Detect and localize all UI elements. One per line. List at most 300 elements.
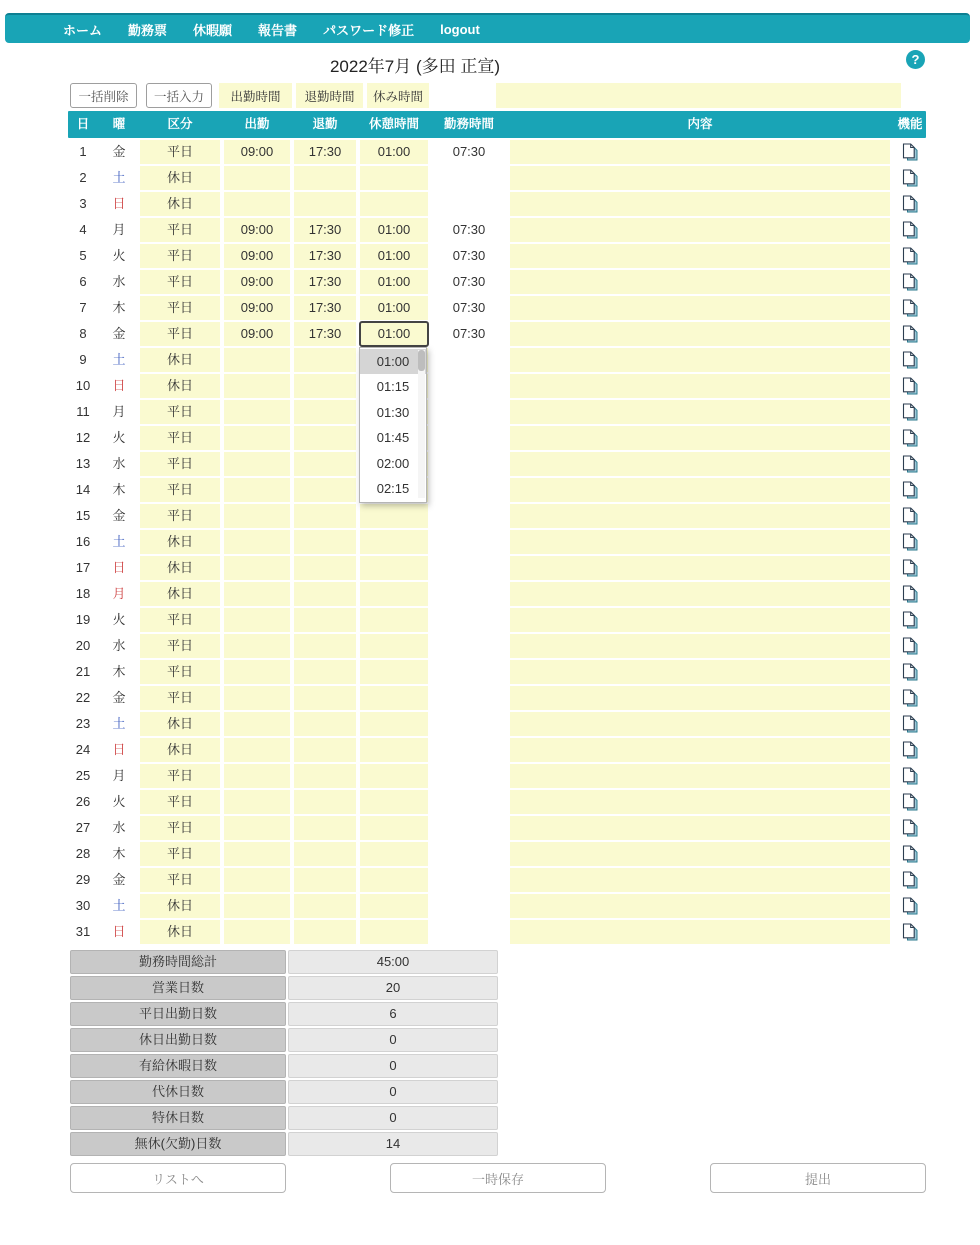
kubun-cell[interactable]: 平日 <box>140 608 220 632</box>
kubun-cell[interactable]: 平日 <box>140 426 220 450</box>
work-time-cell <box>432 166 506 190</box>
nav-item[interactable]: logout <box>440 21 480 37</box>
end-time-cell[interactable] <box>294 504 356 528</box>
content-cell[interactable] <box>510 296 890 320</box>
copy-icon[interactable] <box>902 741 918 760</box>
break-time-cell[interactable] <box>360 764 428 788</box>
content-cell[interactable] <box>510 504 890 528</box>
end-time-cell[interactable] <box>294 790 356 814</box>
toolbar <box>70 83 980 108</box>
start-time-cell[interactable] <box>224 452 290 476</box>
work-time-cell <box>432 712 506 736</box>
work-time-cell: 07:30 <box>452 144 486 159</box>
kubun-cell[interactable]: 平日 <box>140 764 220 788</box>
start-time-cell[interactable]: 09:00 <box>224 244 290 268</box>
table-row <box>68 400 926 424</box>
function-cell[interactable] <box>894 660 926 684</box>
end-time-cell[interactable] <box>294 192 356 216</box>
summary-value: 6 <box>288 1002 498 1026</box>
start-time-cell[interactable]: 09:00 <box>224 270 290 294</box>
day-cell: 4 <box>79 222 87 237</box>
kubun-cell[interactable]: 平日 <box>140 452 220 476</box>
copy-icon[interactable] <box>902 845 918 864</box>
break-time-cell[interactable] <box>360 140 428 164</box>
kubun-cell[interactable]: 平日 <box>140 842 220 866</box>
kubun-cell[interactable]: 平日 <box>140 816 220 840</box>
kubun-cell[interactable]: 平日 <box>140 634 220 658</box>
content-cell[interactable] <box>510 894 890 918</box>
kubun-cell[interactable]: 休日 <box>140 556 220 580</box>
content-cell[interactable] <box>510 634 890 658</box>
break-time-cell[interactable] <box>360 608 428 632</box>
nav-item[interactable]: 勤務票 <box>128 22 168 38</box>
summary-table <box>70 950 498 1156</box>
copy-icon[interactable] <box>902 247 918 266</box>
copy-icon[interactable] <box>902 195 918 214</box>
start-time-cell[interactable] <box>224 348 290 372</box>
start-time-cell[interactable] <box>224 634 290 658</box>
day-cell: 16 <box>75 534 91 549</box>
content-cell[interactable] <box>510 582 890 606</box>
work-time-cell <box>432 582 506 606</box>
weekday-cell: 金 <box>112 326 126 341</box>
function-cell[interactable] <box>894 608 926 632</box>
function-cell[interactable] <box>894 868 926 892</box>
function-cell[interactable] <box>894 686 926 710</box>
end-time-cell[interactable] <box>294 920 356 944</box>
dropdown-scrollbar-thumb[interactable] <box>418 350 425 371</box>
summary-label: 営業日数 <box>70 976 286 1000</box>
nav-item[interactable]: パスワード修正 <box>323 22 415 38</box>
function-cell[interactable] <box>894 322 926 346</box>
content-cell[interactable] <box>510 790 890 814</box>
table-row <box>68 504 926 528</box>
content-cell[interactable] <box>510 218 890 242</box>
start-time-cell[interactable] <box>224 738 290 762</box>
start-time-cell[interactable] <box>224 192 290 216</box>
dropdown-option[interactable]: 01:45 <box>376 430 410 446</box>
break-time-cell[interactable] <box>360 894 428 918</box>
weekday-cell: 金 <box>112 144 126 159</box>
kubun-cell[interactable]: 平日 <box>140 400 220 424</box>
copy-icon[interactable] <box>902 637 918 656</box>
end-time-cell[interactable] <box>294 842 356 866</box>
end-time-cell[interactable]: 17:30 <box>294 244 356 268</box>
end-time-cell[interactable] <box>294 660 356 684</box>
content-cell[interactable] <box>510 426 890 450</box>
end-time-cell[interactable] <box>294 530 356 554</box>
end-time-cell[interactable]: 17:30 <box>294 270 356 294</box>
copy-icon[interactable] <box>902 767 918 786</box>
kubun-cell[interactable]: 休日 <box>140 530 220 554</box>
copy-icon[interactable] <box>902 507 918 526</box>
copy-icon[interactable] <box>902 715 918 734</box>
content-cell[interactable] <box>510 738 890 762</box>
copy-icon[interactable] <box>902 377 918 396</box>
function-cell[interactable] <box>894 920 926 944</box>
start-time-cell[interactable] <box>224 790 290 814</box>
content-cell[interactable] <box>510 244 890 268</box>
content-cell[interactable] <box>510 478 890 502</box>
copy-icon[interactable] <box>902 351 918 370</box>
kubun-cell[interactable]: 休日 <box>140 920 220 944</box>
copy-icon[interactable] <box>902 169 918 188</box>
column-header: 退勤 <box>312 117 338 131</box>
start-time-cell[interactable]: 09:00 <box>224 296 290 320</box>
end-time-cell[interactable] <box>294 712 356 736</box>
break-time-cell[interactable] <box>360 556 428 580</box>
table-row <box>68 868 926 892</box>
content-cell[interactable] <box>510 452 890 476</box>
end-time-cell[interactable] <box>294 894 356 918</box>
function-cell[interactable] <box>894 452 926 476</box>
content-cell[interactable] <box>510 530 890 554</box>
content-cell[interactable] <box>510 400 890 424</box>
end-time-cell[interactable] <box>294 738 356 762</box>
copy-icon[interactable] <box>902 481 918 500</box>
content-cell[interactable] <box>510 348 890 372</box>
break-time-select[interactable]: 01:00 <box>359 321 429 347</box>
weekday-cell: 火 <box>112 430 126 445</box>
kubun-cell[interactable]: 休日 <box>140 712 220 736</box>
summary-label: 無休(欠勤)日数 <box>70 1132 286 1156</box>
break-time-cell[interactable] <box>360 686 428 710</box>
weekday-cell: 月 <box>112 768 126 783</box>
bulk-content-input[interactable] <box>496 83 901 108</box>
function-cell[interactable] <box>894 894 926 918</box>
start-time-cell[interactable] <box>224 556 290 580</box>
content-cell[interactable] <box>510 556 890 580</box>
work-time-cell <box>432 738 506 762</box>
table-row <box>68 712 926 736</box>
start-time-cell[interactable] <box>224 426 290 450</box>
table-header <box>68 111 926 138</box>
function-cell[interactable] <box>894 296 926 320</box>
work-time-cell <box>432 374 506 398</box>
weekday-cell: 日 <box>112 196 126 211</box>
break-time-cell[interactable] <box>360 166 428 190</box>
end-time-cell[interactable] <box>294 868 356 892</box>
break-time-cell[interactable] <box>360 530 428 554</box>
kubun-cell[interactable]: 休日 <box>140 582 220 606</box>
break-time-cell[interactable] <box>360 192 428 216</box>
kubun-cell[interactable]: 平日 <box>140 218 220 242</box>
function-cell[interactable] <box>894 842 926 866</box>
start-time-cell[interactable] <box>224 608 290 632</box>
function-cell[interactable] <box>894 244 926 268</box>
function-cell[interactable] <box>894 556 926 580</box>
work-time-cell <box>432 686 506 710</box>
copy-icon[interactable] <box>902 559 918 578</box>
start-time-cell[interactable]: 09:00 <box>224 218 290 242</box>
function-cell[interactable] <box>894 530 926 554</box>
bulk-start-time-select[interactable]: 出勤時間 <box>219 83 292 108</box>
content-cell[interactable] <box>510 374 890 398</box>
bulk-delete-button[interactable]: 一括削除 <box>70 83 137 108</box>
bulk-end-time-select[interactable]: 退勤時間 <box>296 83 363 108</box>
function-cell[interactable] <box>894 790 926 814</box>
dropdown-scrollbar[interactable] <box>418 350 425 498</box>
summary-value: 14 <box>288 1132 498 1156</box>
table-row <box>68 790 926 814</box>
dropdown-option[interactable]: 02:00 <box>376 455 410 471</box>
title-row <box>0 52 980 78</box>
copy-icon[interactable] <box>902 221 918 240</box>
kubun-cell[interactable]: 休日 <box>140 738 220 762</box>
bulk-break-time-select[interactable]: 休み時間 <box>367 83 429 108</box>
start-time-cell[interactable] <box>224 894 290 918</box>
dropdown-option[interactable]: 01:00 <box>360 349 426 374</box>
summary-value: 0 <box>288 1054 498 1078</box>
day-cell: 3 <box>79 196 87 211</box>
break-time-cell[interactable] <box>360 634 428 658</box>
start-time-cell[interactable] <box>224 868 290 892</box>
break-time-cell[interactable] <box>360 270 428 294</box>
content-cell[interactable] <box>510 192 890 216</box>
end-time-cell[interactable] <box>294 634 356 658</box>
start-time-cell[interactable] <box>224 764 290 788</box>
end-time-cell[interactable] <box>294 686 356 710</box>
table-row <box>68 764 926 788</box>
kubun-cell[interactable]: 平日 <box>140 868 220 892</box>
copy-icon[interactable] <box>902 663 918 682</box>
copy-icon[interactable] <box>902 533 918 552</box>
day-cell: 21 <box>75 664 91 679</box>
content-cell[interactable] <box>510 868 890 892</box>
summary-label: 代休日数 <box>70 1080 286 1104</box>
submit-button[interactable]: 提出 <box>710 1163 926 1193</box>
kubun-cell[interactable]: 平日 <box>140 686 220 710</box>
work-time-cell <box>432 400 506 424</box>
temp-save-button[interactable]: 一時保存 <box>390 1163 606 1193</box>
copy-icon[interactable] <box>902 819 918 838</box>
copy-icon[interactable] <box>902 455 918 474</box>
column-header: 休憩時間 <box>368 117 419 131</box>
break-time-cell[interactable] <box>360 218 428 242</box>
content-cell[interactable] <box>510 816 890 840</box>
work-time-cell <box>432 556 506 580</box>
copy-icon[interactable] <box>902 143 918 162</box>
copy-icon[interactable] <box>902 429 918 448</box>
work-time-cell <box>432 192 506 216</box>
copy-icon[interactable] <box>902 611 918 630</box>
break-time-cell[interactable] <box>360 842 428 866</box>
end-time-cell[interactable] <box>294 400 356 424</box>
break-time-cell[interactable] <box>360 244 428 268</box>
timesheet-table <box>68 111 926 944</box>
kubun-cell[interactable]: 休日 <box>140 166 220 190</box>
function-cell[interactable] <box>894 764 926 788</box>
start-time-cell[interactable] <box>224 842 290 866</box>
summary-label: 特休日数 <box>70 1106 286 1130</box>
content-cell[interactable] <box>510 686 890 710</box>
end-time-cell[interactable] <box>294 166 356 190</box>
break-time-cell[interactable] <box>360 582 428 606</box>
weekday-cell: 木 <box>112 300 126 315</box>
weekday-cell: 金 <box>112 690 126 705</box>
dropdown-option[interactable]: 01:30 <box>376 404 410 420</box>
function-cell[interactable] <box>894 478 926 502</box>
content-cell[interactable] <box>510 660 890 684</box>
start-time-cell[interactable] <box>224 530 290 554</box>
start-time-cell[interactable] <box>224 686 290 710</box>
end-time-cell[interactable]: 17:30 <box>294 296 356 320</box>
dropdown-option[interactable]: 02:15 <box>376 480 410 496</box>
content-cell[interactable] <box>510 166 890 190</box>
kubun-cell[interactable]: 平日 <box>140 296 220 320</box>
copy-icon[interactable] <box>902 871 918 890</box>
summary-row <box>70 1132 498 1156</box>
function-cell[interactable] <box>894 582 926 606</box>
content-cell[interactable] <box>510 608 890 632</box>
content-cell[interactable] <box>510 140 890 164</box>
start-time-cell[interactable]: 09:00 <box>224 140 290 164</box>
weekday-cell: 木 <box>112 846 126 861</box>
copy-icon[interactable] <box>902 325 918 344</box>
work-time-cell: 07:30 <box>452 222 486 237</box>
break-time-cell[interactable] <box>360 712 428 736</box>
function-cell[interactable] <box>894 400 926 424</box>
copy-icon[interactable] <box>902 273 918 292</box>
work-time-cell: 07:30 <box>452 248 486 263</box>
weekday-cell: 月 <box>112 404 126 419</box>
start-time-cell[interactable] <box>224 816 290 840</box>
break-time-cell[interactable] <box>360 504 428 528</box>
start-time-cell[interactable] <box>224 166 290 190</box>
content-cell[interactable] <box>510 270 890 294</box>
kubun-cell[interactable]: 平日 <box>140 322 220 346</box>
start-time-cell[interactable] <box>224 582 290 606</box>
break-time-cell[interactable] <box>360 920 428 944</box>
start-time-cell[interactable] <box>224 478 290 502</box>
start-time-cell[interactable]: 09:00 <box>224 322 290 346</box>
table-row <box>68 738 926 762</box>
break-time-cell[interactable] <box>360 296 428 320</box>
end-time-cell[interactable] <box>294 374 356 398</box>
break-time-cell[interactable] <box>360 868 428 892</box>
weekday-cell: 土 <box>112 534 126 549</box>
end-time-cell[interactable] <box>294 556 356 580</box>
break-time-cell[interactable] <box>360 790 428 814</box>
break-time-value: 01:00 <box>377 300 411 315</box>
end-time-cell[interactable] <box>294 348 356 372</box>
kubun-cell[interactable]: 平日 <box>140 140 220 164</box>
day-cell: 11 <box>76 404 90 419</box>
table-row <box>68 556 926 580</box>
copy-icon[interactable] <box>902 897 918 916</box>
function-cell[interactable] <box>894 816 926 840</box>
start-time-cell[interactable] <box>224 712 290 736</box>
work-time-cell <box>432 894 506 918</box>
kubun-cell[interactable]: 休日 <box>140 192 220 216</box>
dropdown-option[interactable]: 01:15 <box>376 379 410 395</box>
break-time-cell[interactable] <box>360 322 428 496</box>
summary-label: 休日出勤日数 <box>70 1028 286 1052</box>
end-time-cell[interactable] <box>294 816 356 840</box>
nav-item[interactable]: ホーム <box>63 22 103 38</box>
day-cell: 8 <box>79 326 87 341</box>
kubun-cell[interactable]: 平日 <box>140 660 220 684</box>
kubun-cell[interactable]: 休日 <box>140 374 220 398</box>
end-time-cell[interactable] <box>294 426 356 450</box>
content-cell[interactable] <box>510 322 890 346</box>
end-time-cell[interactable] <box>294 764 356 788</box>
end-time-cell[interactable] <box>294 452 356 476</box>
to-list-button[interactable]: リストへ <box>70 1163 286 1193</box>
break-time-cell[interactable] <box>360 738 428 762</box>
weekday-cell: 日 <box>112 378 126 393</box>
start-time-cell[interactable] <box>224 920 290 944</box>
day-cell: 18 <box>75 586 91 601</box>
function-cell[interactable] <box>894 374 926 398</box>
break-time-value: 01:00 <box>377 144 411 159</box>
day-cell: 10 <box>75 378 91 393</box>
end-time-cell[interactable] <box>294 478 356 502</box>
kubun-cell[interactable]: 平日 <box>140 270 220 294</box>
end-time-cell[interactable]: 17:30 <box>294 140 356 164</box>
function-cell[interactable] <box>894 270 926 294</box>
work-time-cell <box>432 478 506 502</box>
function-cell[interactable] <box>894 712 926 736</box>
start-time-cell[interactable] <box>224 504 290 528</box>
nav-item[interactable]: 休暇願 <box>193 22 233 38</box>
kubun-cell[interactable]: 平日 <box>140 504 220 528</box>
content-cell[interactable] <box>510 842 890 866</box>
break-time-cell[interactable] <box>360 816 428 840</box>
content-cell[interactable] <box>510 712 890 736</box>
end-time-cell[interactable] <box>294 582 356 606</box>
start-time-cell[interactable] <box>224 374 290 398</box>
kubun-cell[interactable]: 休日 <box>140 348 220 372</box>
kubun-cell[interactable]: 休日 <box>140 894 220 918</box>
start-time-cell[interactable] <box>224 400 290 424</box>
function-cell[interactable] <box>894 738 926 762</box>
end-time-cell[interactable]: 17:30 <box>294 322 356 346</box>
summary-row <box>70 976 498 1000</box>
copy-icon[interactable] <box>902 689 918 708</box>
copy-icon[interactable] <box>902 299 918 318</box>
function-cell[interactable] <box>894 634 926 658</box>
copy-icon[interactable] <box>902 403 918 422</box>
kubun-cell[interactable]: 平日 <box>140 478 220 502</box>
column-header: 勤務時間 <box>443 117 494 131</box>
function-cell[interactable] <box>894 348 926 372</box>
content-cell[interactable] <box>510 764 890 788</box>
summary-value: 0 <box>288 1106 498 1130</box>
kubun-cell[interactable]: 平日 <box>140 244 220 268</box>
copy-icon[interactable] <box>902 793 918 812</box>
kubun-cell[interactable]: 平日 <box>140 790 220 814</box>
break-time-cell[interactable] <box>360 660 428 684</box>
content-cell[interactable] <box>510 920 890 944</box>
function-cell[interactable] <box>894 426 926 450</box>
function-cell[interactable] <box>894 192 926 216</box>
nav-item[interactable]: 報告書 <box>258 22 298 38</box>
bulk-input-button[interactable]: 一括入力 <box>146 83 212 108</box>
function-cell[interactable] <box>894 140 926 164</box>
copy-icon[interactable] <box>902 923 918 942</box>
help-icon[interactable]: ? <box>906 50 925 69</box>
function-cell[interactable] <box>894 504 926 528</box>
end-time-cell[interactable] <box>294 608 356 632</box>
end-time-cell[interactable]: 17:30 <box>294 218 356 242</box>
day-cell: 14 <box>75 482 91 497</box>
work-time-cell <box>432 764 506 788</box>
function-cell[interactable] <box>894 166 926 190</box>
copy-icon[interactable] <box>902 585 918 604</box>
function-cell[interactable] <box>894 218 926 242</box>
start-time-cell[interactable] <box>224 660 290 684</box>
